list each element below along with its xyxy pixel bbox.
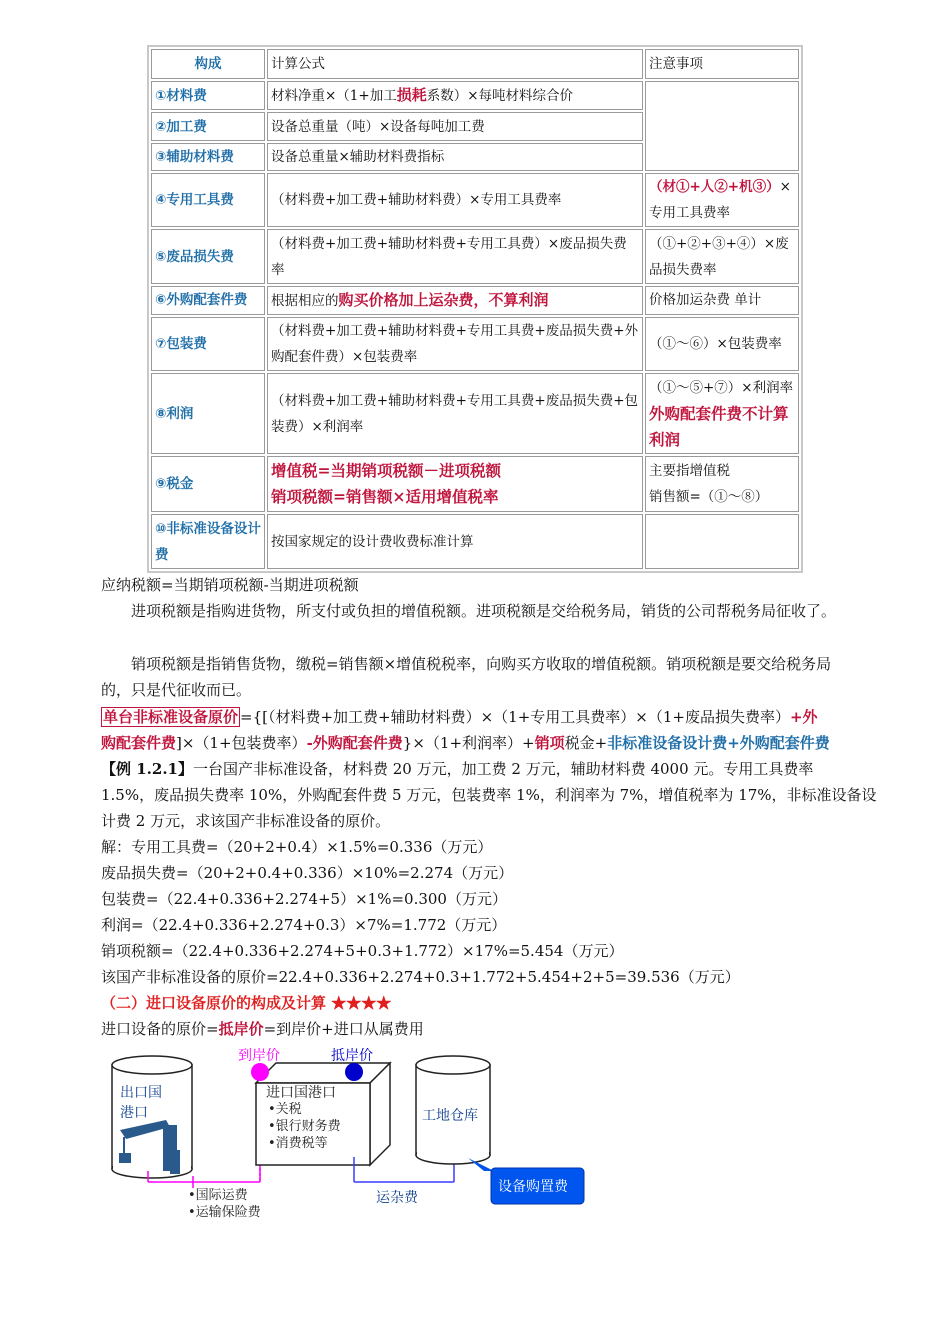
row-name: ⑥外购配套件费 [151, 286, 265, 315]
header-notes: 注意事项 [645, 49, 799, 79]
price-formula-line1: 单台非标准设备原价 ={[（材料费+加工费+辅助材料费）×（1+专用工具费率）×（1+废品损失费率）+外 [103, 708, 818, 726]
row-name: ⑩非标准设备设计费 [151, 514, 265, 569]
row-note [645, 81, 799, 171]
row-formula: （材料费+加工费+辅助材料费+专用工具费+废品损失费+外购配套件费）×包装费率 [267, 317, 643, 371]
example-line1: 【例 1.2.1】一台国产非标准设备，材料费 20 万元，加工费 2 万元，辅助材料费 4000 元。专用工具费率 [101, 760, 814, 778]
row-name: ⑤废品损失费 [151, 229, 265, 283]
example-line3: 计费 2 万元，求该国产非标准设备的原价。 [101, 812, 391, 830]
row-note: （①+②+③+④）×废品损失费率 [645, 229, 799, 283]
landed-price-label: 抵岸价 [331, 1048, 373, 1064]
row-formula: （材料费+加工费+辅助材料费+专用工具费+废品损失费+包装费）×利润率 [267, 373, 643, 454]
landed-marker [345, 1063, 363, 1081]
solution-line: 利润=（22.4+0.336+2.274+0.3）×7%=1.772（万元） [101, 916, 507, 934]
row-name: ④专用工具费 [151, 173, 265, 227]
price-formula-line2: 购配套件费]×（1+包装费率）-外购配套件费}×（1+利润率）+销项税金+非标准设备设计费+外购配套件费 [101, 734, 830, 752]
output-tax-paragraph: 销项税额是指销售货物，缴税=销售额×增值税税率，向购买方收取的增值税额。销项税额是要交给税务局 [131, 655, 832, 673]
row-name: ①材料费 [151, 81, 265, 110]
row-name: ⑨税金 [151, 456, 265, 512]
section-heading: （二）进口设备原价的构成及计算 ★★★★ [101, 994, 392, 1012]
row-note: 主要指增值税 销售额=（①～⑧） [645, 456, 799, 512]
row-name: ⑧利润 [151, 373, 265, 454]
warehouse-label: 工地仓库 [422, 1108, 478, 1124]
header-composition: 构成 [151, 49, 265, 79]
row-formula: （材料费+加工费+辅助材料费）×专用工具费率 [267, 173, 643, 227]
intl-freight-label: •国际运费 •运输保险费 [188, 1188, 261, 1220]
diagram-graphics [108, 1045, 598, 1235]
solution-line: 包装费=（22.4+0.336+2.274+5）×1%=0.300（万元） [101, 890, 507, 908]
solution-line: 解：专用工具费=（20+2+0.4）×1.5%=0.336（万元） [101, 838, 493, 856]
header-formula: 计算公式 [267, 49, 643, 79]
formula-term-box: 单台非标准设备原价 [103, 708, 239, 726]
row-formula: 材料净重×（1+加工损耗系数）×每吨材料综合价 [267, 81, 643, 110]
cost-composition-table [147, 45, 803, 573]
row-formula: 按国家规定的设计费收费标准计算 [267, 514, 643, 569]
row-note: （材①+人②+机③）×专用工具费率 [645, 173, 799, 227]
row-formula: 增值税=当期销项税额－进项税额 销项税额=销售额×适用增值税率 [267, 456, 643, 512]
row-name: ③辅助材料费 [151, 143, 265, 171]
domestic-freight-label: 运杂费 [376, 1190, 418, 1206]
output-tax-paragraph-cont: 的，只是代征收而已。 [101, 681, 252, 699]
row-name: ⑦包装费 [151, 317, 265, 371]
row-note [645, 514, 799, 569]
solution-line: 该国产非标准设备的原价=22.4+0.336+2.274+0.3+1.772+5.454+2+5=39.536（万元） [101, 968, 740, 986]
row-name: ②加工费 [151, 112, 265, 140]
purchase-fee-label: 设备购置费 [498, 1179, 568, 1195]
solution-line: 销项税额=（22.4+0.336+2.274+5+0.3+1.772）×17%=5.454（万元） [101, 942, 624, 960]
import-cost-diagram [108, 1045, 598, 1235]
example-line2: 1.5%，废品损失费率 10%，外购配套件费 5 万元，包装费率 1%，利润率为 7%，增值税率为 17%，非标准设备设 [101, 786, 877, 804]
row-formula: 设备总重量（吨）×设备每吨加工费 [267, 112, 643, 140]
cif-marker [251, 1063, 269, 1081]
solution-line: 废品损失费=（20+2+0.4+0.336）×10%=2.274（万元） [101, 864, 514, 882]
export-port-label: 出口国 港口 [120, 1085, 162, 1121]
import-price-line: 进口设备的原价=抵岸价=到岸价+进口从属费用 [101, 1020, 424, 1038]
input-tax-paragraph: 进项税额是指购进货物，所支付或负担的增值税额。进项税额是交给税务局，销货的公司帮税务局征收了。 [131, 602, 837, 620]
tax-payable-line: 应纳税额=当期销项税额-当期进项税额 [101, 576, 359, 594]
import-port-title: 进口国港口 [266, 1085, 336, 1101]
row-formula: 根据相应的购买价格加上运杂费，不算利润 [267, 286, 643, 315]
row-formula: 设备总重量×辅助材料费指标 [267, 143, 643, 171]
row-formula: （材料费+加工费+辅助材料费+专用工具费）×废品损失费率 [267, 229, 643, 283]
row-note: （①～⑤+⑦）×利润率 外购配套件费不计算利润 [645, 373, 799, 454]
import-port-items: •关税 •银行财务费 •消费税等 [268, 1102, 341, 1151]
cif-label: 到岸价 [238, 1048, 280, 1064]
row-note: （①～⑥）×包装费率 [645, 317, 799, 371]
row-note: 价格加运杂费 单计 [645, 286, 799, 315]
